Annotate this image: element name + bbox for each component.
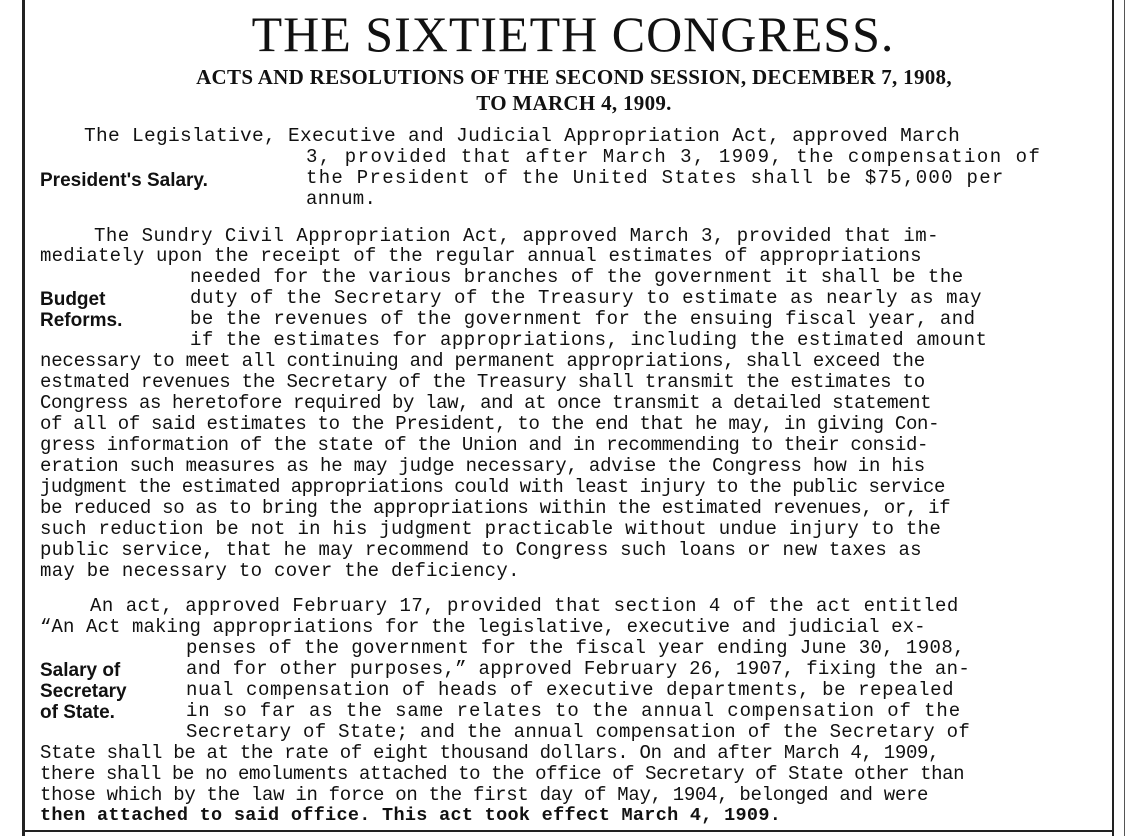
sidenote-secretary-3: of State. — [40, 702, 115, 723]
text-line: duty of the Secretary of the Treasury to estimate as nearly as may — [190, 287, 983, 309]
text-line: necessary to meet all continuing and permanent appropriations, shall exceed the — [40, 350, 925, 372]
text-line: if the estimates for appropriations, including the estimated amount — [190, 329, 988, 351]
text-line: may be necessary to cover the deficiency. — [40, 560, 520, 582]
text-line: Congress as heretofore required by law, and at once transmit a detailed statement — [40, 392, 932, 414]
text-line: be reduced so as to bring the appropriations within the estimated revenues, or, if — [40, 497, 951, 519]
text-line: such reduction be not in his judgment practicable without undue injury to the — [40, 518, 942, 540]
text-line: then attached to said office. This act took effect March 4, 1909. — [40, 805, 782, 826]
text-line: penses of the government for the fiscal year ending June 30, 1908, — [186, 637, 965, 659]
subtitle-line-2: TO MARCH 4, 1909. — [476, 91, 672, 115]
left-border-rule — [22, 0, 25, 836]
text-line: The Sundry Civil Appropriation Act, approved March 3, provided that im- — [94, 225, 940, 247]
text-line: State shall be at the rate of eight thousand dollars. On and after March 4, 1909, — [40, 742, 940, 764]
text-line: there shall be no emoluments attached to the office of Secretary of State other than — [40, 763, 965, 785]
text-line: of all of said estimates to the President, to the end that he may, in giving Con- — [40, 413, 940, 435]
text-line: those which by the law in force on the first day of May, 1904, belonged and were — [40, 784, 929, 806]
text-line: annum. — [306, 188, 377, 210]
text-line: estmated revenues the Secretary of the Treasury shall transmit the estimates to — [40, 371, 925, 393]
text-line: 3, provided that after March 3, 1909, the compensation of — [306, 146, 1042, 168]
text-line: be the revenues of the government for the ensuing fiscal year, and — [190, 308, 976, 330]
page-subtitle — [40, 64, 1108, 116]
sidenote-secretary-1: Salary of — [40, 660, 121, 681]
right-outer-rule — [1124, 0, 1125, 836]
text-line: the President of the United States shall be $75,000 per — [306, 167, 1005, 189]
right-border-rule — [1112, 0, 1114, 836]
text-line: “An Act making appropriations for the legislative, executive and judicial ex- — [40, 616, 926, 638]
text-line: needed for the various branches of the government it shall be the — [190, 266, 964, 288]
text-line: in so far as the same relates to the annual compensation of the — [186, 700, 962, 722]
sidenote-presidents-salary: President's Salary. — [40, 170, 208, 191]
text-line: public service, that he may recommend to Congress such loans or new taxes as — [40, 539, 922, 561]
text-line: The Legislative, Executive and Judicial Appropriation Act, approved March — [60, 125, 961, 147]
subtitle-line-1: ACTS AND RESOLUTIONS OF THE SECOND SESSION, DECEMBER 7, 1908, — [196, 65, 952, 89]
page-title: THE SIXTIETH CONGRESS. — [251, 6, 895, 62]
text-line: An act, approved February 17, provided that section 4 of the act entitled — [90, 595, 959, 617]
sidenote-secretary-2: Secretary — [40, 681, 127, 702]
sidenote-budget-reforms-1: Budget — [40, 289, 106, 310]
text-line: nual compensation of heads of executive departments, be repealed — [186, 679, 955, 701]
sidenote-budget-reforms-2: Reforms. — [40, 310, 123, 331]
text-line: judgment the estimated appropriations could with least injury to the public service — [40, 476, 945, 498]
text-line: eration such measures as he may judge necessary, advise the Congress how in his — [40, 455, 925, 477]
text-line: and for other purposes,” approved February 26, 1907, fixing the an- — [186, 658, 971, 680]
bottom-border-rule — [22, 830, 1114, 832]
text-line: mediately upon the receipt of the regular annual estimates of appropriations — [40, 245, 922, 267]
text-line: gress information of the state of the Union and in recommending to their consid- — [40, 434, 929, 456]
text-line: Secretary of State; and the annual compensation of the Secretary of — [186, 721, 971, 743]
